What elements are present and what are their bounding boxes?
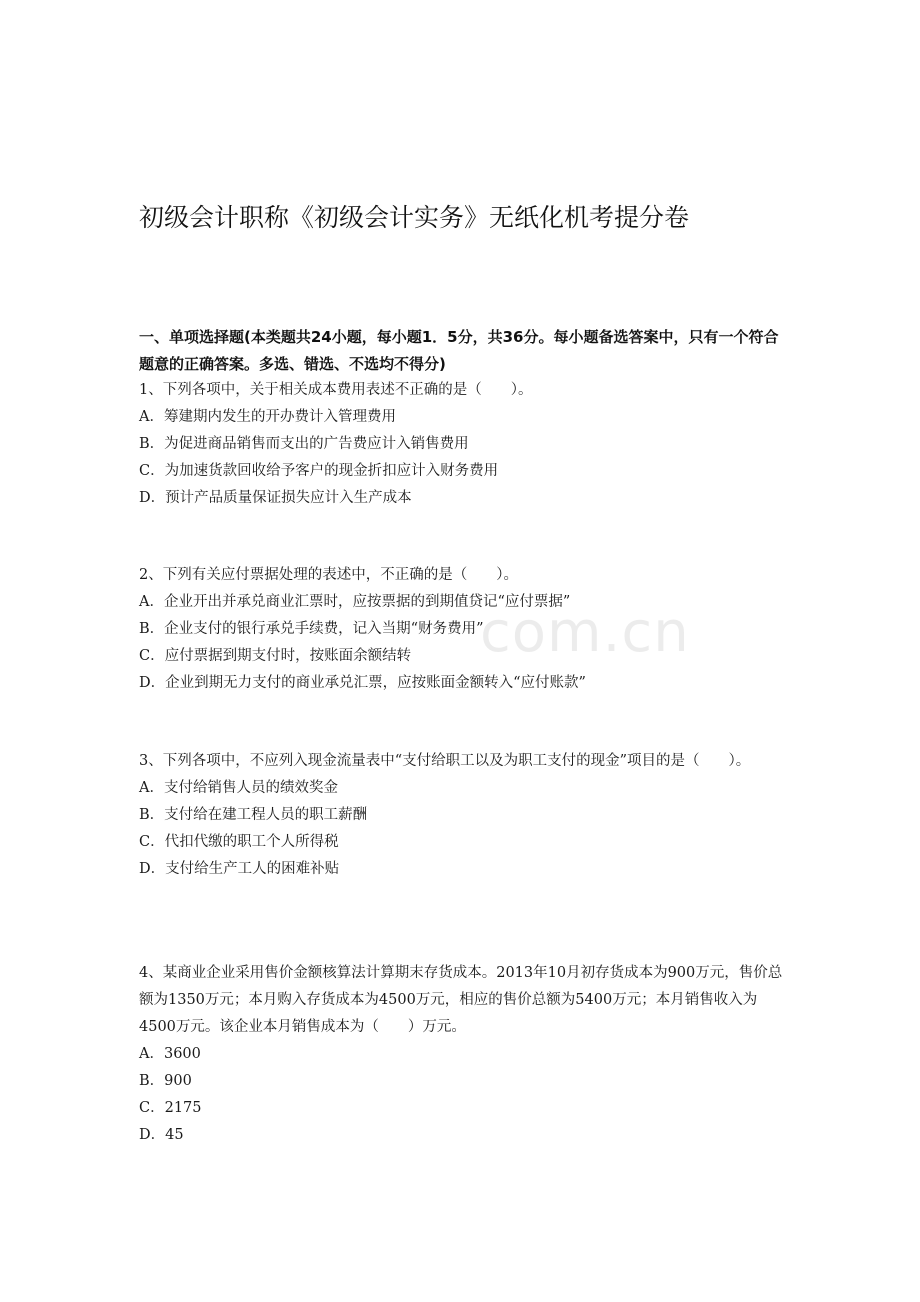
question-stem: 1、下列各项中，关于相关成本费用表述不正确的是（ ）。 [139,382,533,398]
option-d: D．支付给生产工人的困难补贴 [139,861,340,877]
question-2 [139,562,789,697]
option-a: A．支付给销售人员的绩效奖金 [139,780,338,796]
option-d: D．企业到期无力支付的商业承兑汇票，应按账面金额转入“应付账款” [139,675,586,691]
option-c: C．代扣代缴的职工个人所得税 [139,834,339,850]
question-stem: 4、某商业企业采用售价金额核算法计算期末存货成本。2013年10月初存货成本为900万元，售价总额为1350万元；本月购入存货成本为4500万元，相应的售价总额为5400万元；本月销售收入为4500万元。该企业本月销售成本为（ ）万元。 [139,965,783,1035]
question-1 [139,377,789,512]
option-b: B．900 [139,1073,192,1089]
option-c: C．为加速货款回收给予客户的现金折扣应计入财务费用 [139,463,499,479]
option-b: B．企业支付的银行承兑手续费，记入当期“财务费用” [139,621,484,637]
option-c: C．2175 [139,1100,202,1116]
option-b: B．支付给在建工程人员的职工薪酬 [139,807,368,823]
option-b: B．为促进商品销售而支出的广告费应计入销售费用 [139,436,469,452]
option-d: D．45 [139,1127,184,1143]
question-stem: 3、下列各项中，不应列入现金流量表中“支付给职工以及为职工支付的现金”项目的是（ ）。 [139,753,751,769]
option-d: D．预计产品质量保证损失应计入生产成本 [139,490,412,506]
option-c: C．应付票据到期支付时，按账面余额结转 [139,648,412,664]
question-stem: 2、下列有关应付票据处理的表述中，不正确的是（ ）。 [139,567,518,583]
question-3 [139,748,789,883]
document-title: 初级会计职称《初级会计实务》无纸化机考提分卷 [139,203,690,232]
option-a: A．企业开出并承兑商业汇票时，应按票据的到期值贷记“应付票据” [139,594,571,610]
option-a: A．3600 [139,1046,201,1062]
section-header: 一、单项选择题(本类题共24小题，每小题1．5分，共36分。每小题备选答案中，只有一个符合题意的正确答案。多选、错选、不选均不得分) [139,328,779,373]
option-a: A．筹建期内发生的开办费计入管理费用 [139,409,396,425]
watermark: com.cn [480,600,690,665]
question-4 [139,960,789,1149]
